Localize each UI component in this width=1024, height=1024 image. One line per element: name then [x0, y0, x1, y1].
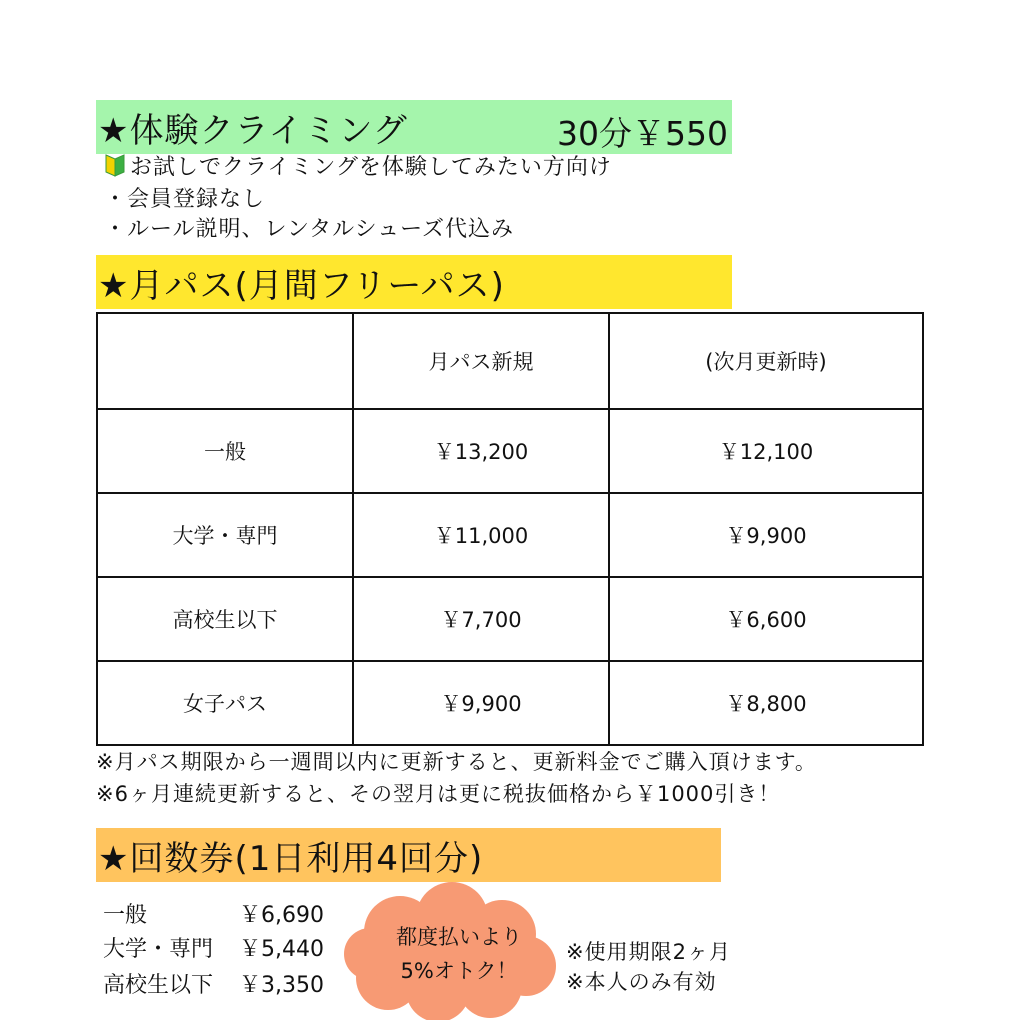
monthly-pass-title: ★月パス(月間フリーパス) [98, 265, 505, 306]
table-cell-new-price: ￥13,200 [353, 409, 609, 493]
monthly-pass-price-table [96, 312, 924, 746]
table-row [97, 661, 923, 745]
trial-section-header [96, 100, 732, 154]
table-header-renewal: (次月更新時) [609, 313, 923, 409]
discount-badge-line2: 5%オトク！ [400, 959, 518, 983]
table-header-new: 月パス新規 [353, 313, 609, 409]
ticket-category: 一般 [103, 903, 148, 928]
ticket-price: ￥5,440 [239, 937, 324, 962]
ticket-category: 大学・専門 [103, 937, 214, 962]
table-header-cell-empty [97, 313, 353, 409]
table-cell-new-price: ￥9,900 [353, 661, 609, 745]
six-month-discount-note: ※6ヶ月連続更新すると、その翌月は更に税抜価格から￥1000引き！ [96, 782, 781, 806]
trial-description [104, 150, 612, 181]
ticket-price: ￥3,350 [239, 973, 324, 998]
ticket-price: ￥6,690 [239, 903, 324, 928]
discount-badge-text [374, 920, 544, 988]
table-header-row [97, 313, 923, 409]
coupon-ticket-section-header [96, 828, 721, 882]
coupon-ticket-title: ★回数券(1日利用4回分) [98, 838, 484, 879]
trial-title: ★体験クライミング [98, 110, 408, 151]
table-cell-category: 大学・専門 [97, 493, 353, 577]
table-cell-category: 一般 [97, 409, 353, 493]
trial-line-no-registration: ・会員登録なし [104, 187, 266, 212]
table-cell-category: 高校生以下 [97, 577, 353, 661]
ticket-price-row [103, 898, 324, 929]
discount-badge-line1: 都度払いより [396, 925, 522, 949]
trial-line-included: ・ルール説明、レンタルシューズ代込み [104, 217, 515, 242]
ticket-price-row [103, 932, 324, 963]
trial-price: 30分￥550 [557, 114, 728, 153]
renewal-note: ※月パス期限から一週間以内に更新すると、更新料金でご購入頂けます。 [96, 750, 817, 774]
table-cell-category: 女子パス [97, 661, 353, 745]
table-row [97, 409, 923, 493]
trial-line-text: お試しでクライミングを体験してみたい方向け [130, 155, 612, 180]
ticket-price-row [103, 968, 324, 999]
expiry-note: ※使用期限2ヶ月 [566, 940, 731, 964]
beginner-mark-icon [104, 153, 126, 177]
ticket-category: 高校生以下 [103, 973, 214, 998]
owner-only-note: ※本人のみ有効 [566, 970, 717, 994]
table-row [97, 493, 923, 577]
table-cell-new-price: ￥11,000 [353, 493, 609, 577]
table-cell-renewal-price: ￥12,100 [609, 409, 923, 493]
table-cell-renewal-price: ￥6,600 [609, 577, 923, 661]
table-row [97, 577, 923, 661]
table-cell-renewal-price: ￥9,900 [609, 493, 923, 577]
table-cell-renewal-price: ￥8,800 [609, 661, 923, 745]
table-cell-new-price: ￥7,700 [353, 577, 609, 661]
monthly-pass-section-header [96, 255, 732, 309]
